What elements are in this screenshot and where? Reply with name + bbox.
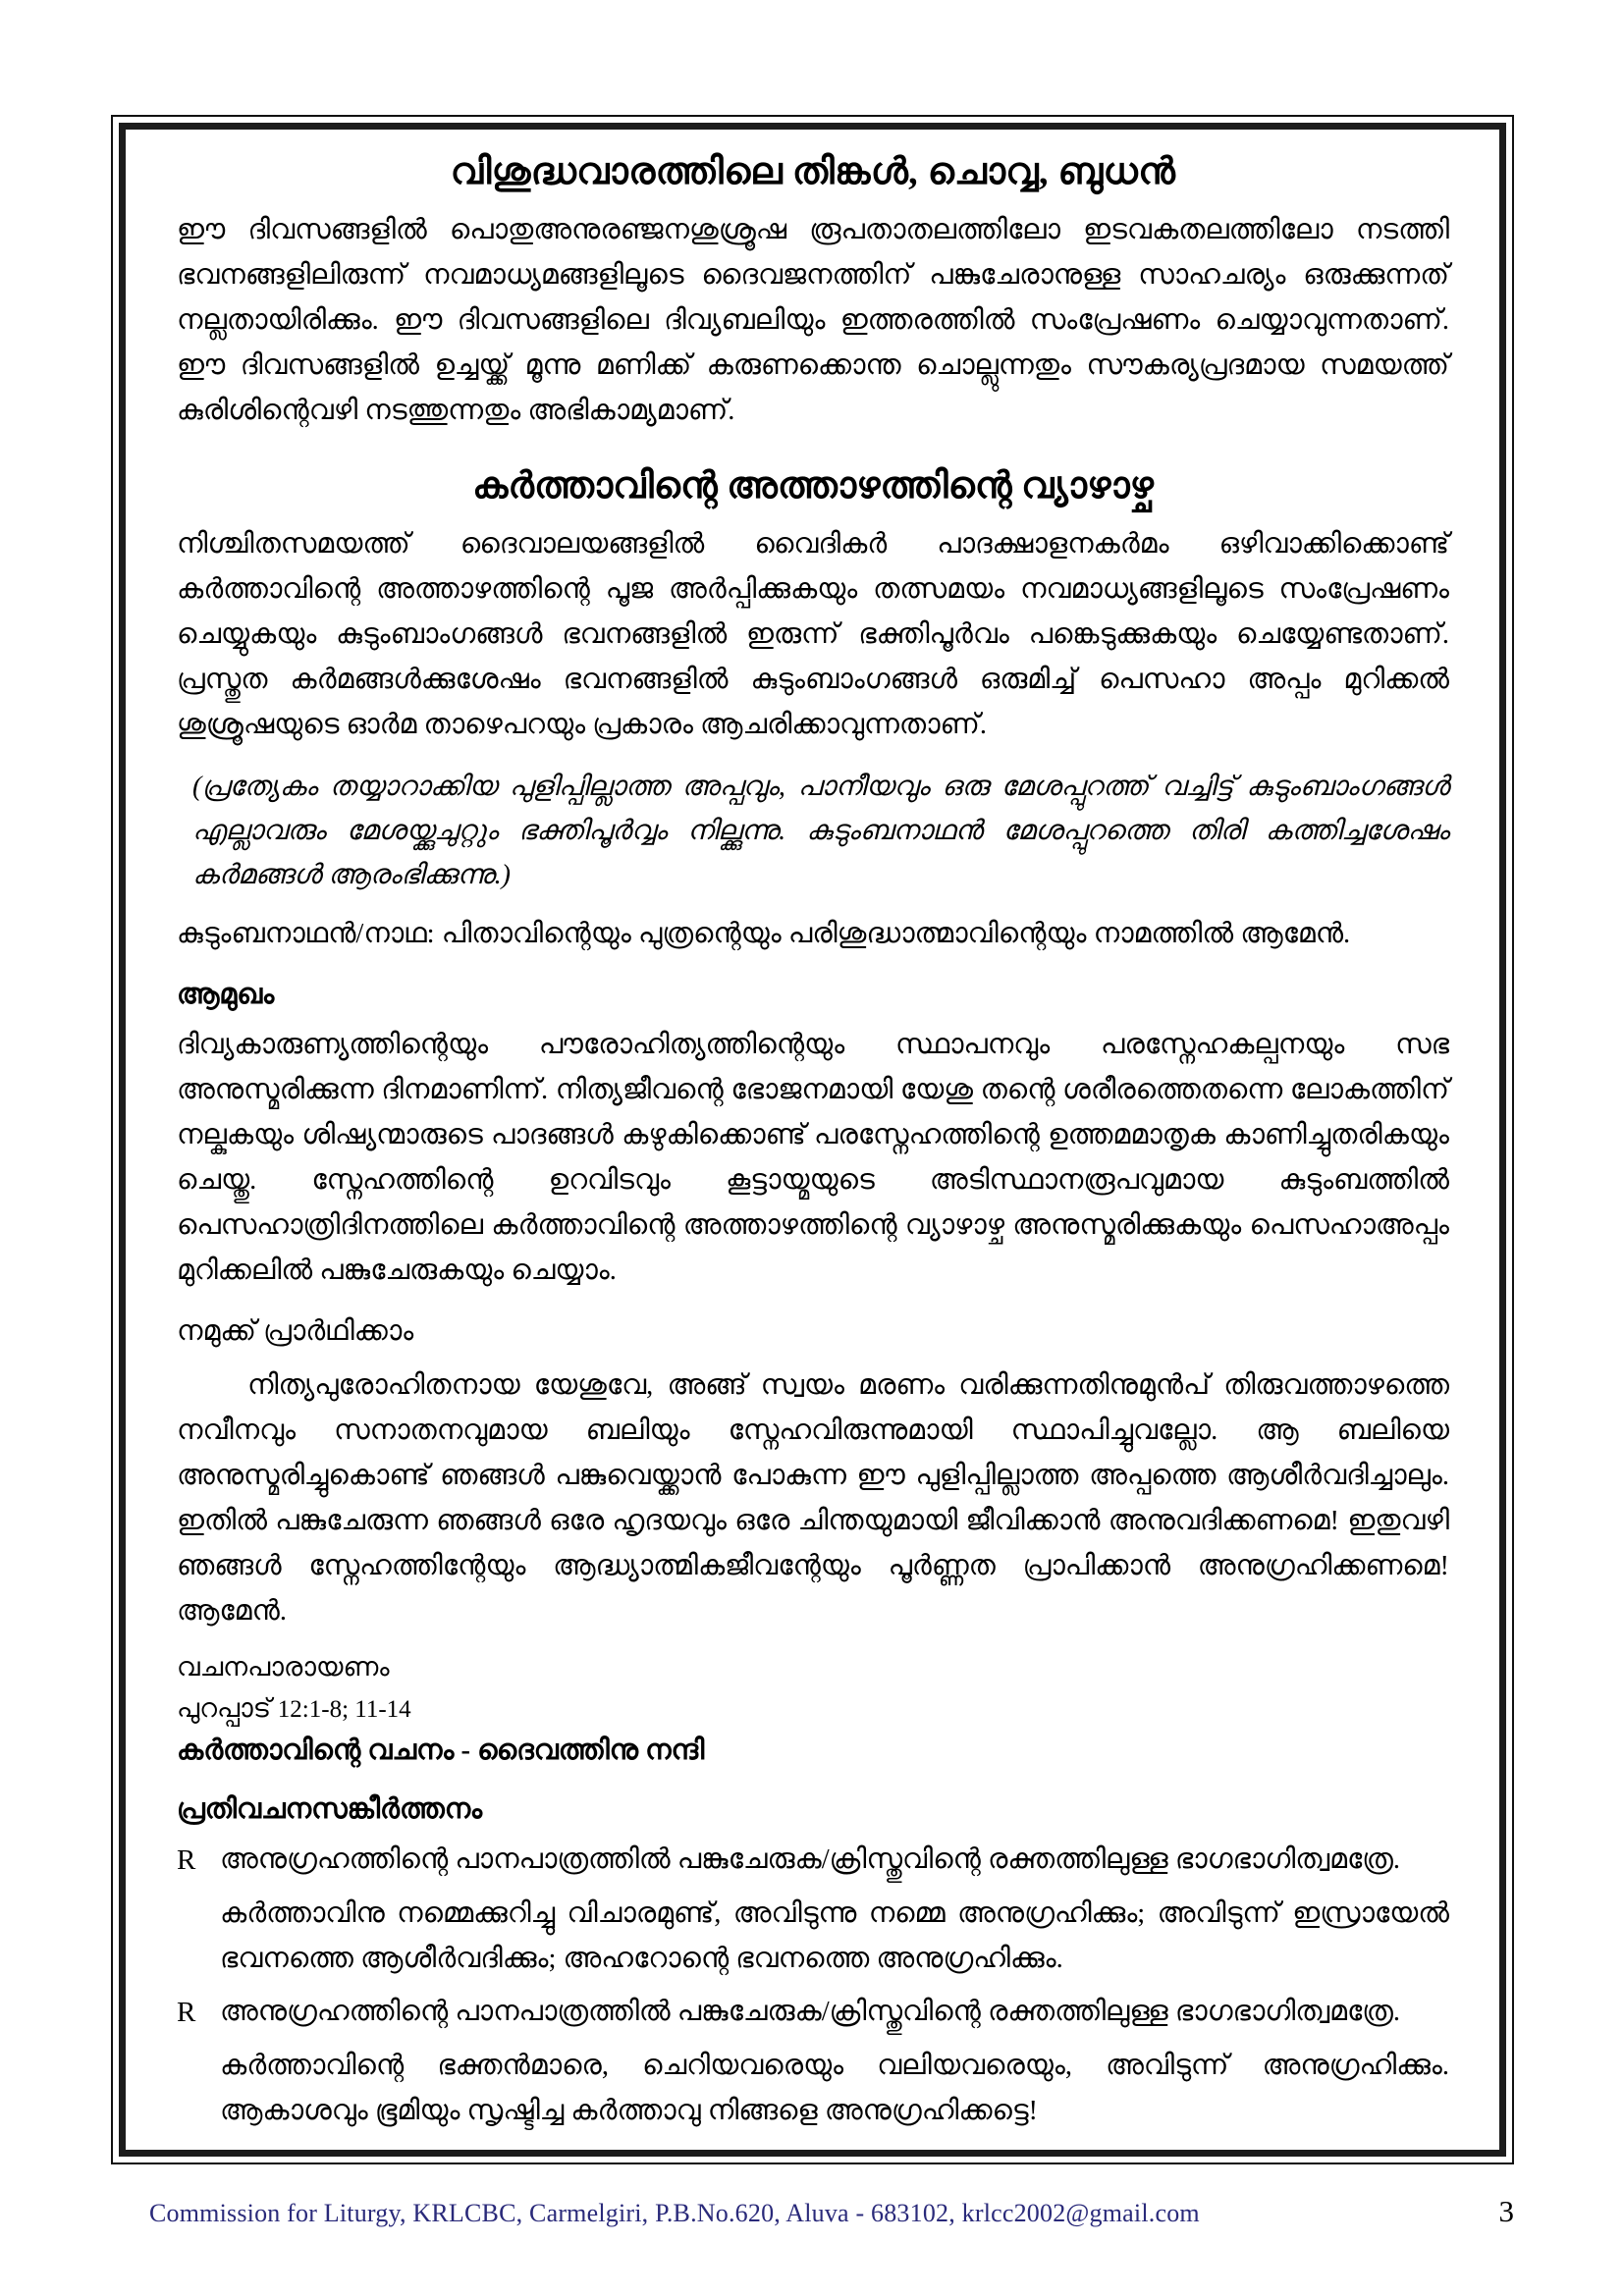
- prayer-text: നിത്യപുരോഹിതനായ യേശുവേ, അങ്ങ് സ്വയം മരണം വരിക്കുന്നതിനുമുൻപ് തിരുവത്താഴത്തെ നവീനവും സനാതനവുമായ ബലിയും സ്നേഹവിരുന്നുമായി സ്ഥാപിച്ചുവല്ലോ. ആ ബലിയെ അനുസ്മരിച്ചുകൊണ്ട് ഞങ്ങൾ പങ്കുവെയ്ക്കാൻ പോകുന്ന ഈ പുളിപ്പില്ലാത്ത അപ്പത്തെ ആശീർവദിച്ചാലും. ഇതിൽ പങ്കുചേരുന്ന ഞങ്ങൾ ഒരേ ഹൃദയവും ഒരേ ചിന്തയുമായി ജീവിക്കാൻ അനുവദിക്കണമെ! ഇതുവഴി ഞങ്ങൾ സ്നേഹത്തിന്റേയും ആദ്ധ്യാത്മികജീവന്റേയും പൂർണ്ണത പ്രാപിക്കാൻ അനുഗ്രഹിക്കണമെ! ആമേൻ.: [177, 1369, 1449, 1628]
- responsorial-response-text: അനുഗ്രഹത്തിന്റെ പാനപാത്രത്തിൽ പങ്കുചേരുക/ക്രിസ്തുവിന്റെ രക്തത്തിലുള്ള ഭാഗഭാഗിത്വമത്രേ.: [220, 1844, 1401, 1876]
- reading-acclamation: കർത്താവിന്റെ വചനം - ദൈവത്തിനു നന്ദി: [177, 1735, 705, 1766]
- footer-credit: Commission for Liturgy, KRLCBC, Carmelgiri, P.B.No.620, Aluva - 683102, krlcc2002@gmail.com: [149, 2199, 1200, 2227]
- responsorial-heading: പ്രതിവചനസങ്കീർത്തനം: [177, 1794, 483, 1826]
- responsorial-response-row: [177, 1990, 1449, 2036]
- page-content: [149, 139, 1477, 2142]
- page-number: 3: [1498, 2194, 1514, 2228]
- responsorial-response-text: അനുഗ്രഹത്തിന്റെ പാനപാത്രത്തിൽ പങ്കുചേരുക/ക്രിസ്തുവിന്റെ രക്തത്തിലുള്ള ഭാഗഭാഗിത്വമത്രേ.: [220, 1997, 1401, 2028]
- responsorial-response-row: [177, 1838, 1449, 1884]
- response-marker-icon: R: [177, 1844, 196, 1877]
- introduction-heading: ആമുഖം: [177, 979, 275, 1010]
- responsorial-verse: കർത്താവിന്റെ ഭക്തൻമാരെ, ചെറിയവരെയും വലിയവരെയും, അവിടുന്ന് അനുഗ്രഹിക്കും. ആകാശവും ഭൂമിയും സൃഷ്ടിച്ച കർത്താവു നിങ്ങളെ അനുഗ്രഹിക്കട്ടെ!: [220, 2051, 1449, 2127]
- prayer-intro-label: നമുക്ക് പ്രാർഥിക്കാം: [177, 1316, 414, 1348]
- reading-citation: [177, 1688, 1449, 1729]
- page-footer: [149, 2194, 1514, 2229]
- reading-verse-range: 12:1-8; 11-14: [277, 1696, 411, 1724]
- responsorial-verse: കർത്താവിനു നമ്മെക്കുറിച്ചു വിചാരമുണ്ട്, അവിടുന്നു നമ്മെ അനുഗ്രഹിക്കും; അവിടുന്ന് ഇസ്രായേൽ ഭവനത്തെ ആശീർവദിക്കും; അഹറോന്റെ ഭവനത്തെ അനുഗ്രഹിക്കും.: [220, 1898, 1449, 1975]
- reading-label: വചനപാരായണം: [177, 1651, 390, 1682]
- rubric-instruction: (പ്രത്യേകം തയ്യാറാക്കിയ പുളിപ്പില്ലാത്ത അപ്പവും, പാനീയവും ഒരു മേശപ്പുറത്ത് വച്ചിട്ട് കുടുംബാംഗങ്ങൾ എല്ലാവരും മേശയ്ക്കുചുറ്റും ഭക്തിപൂർവ്വം നില്ക്കുന്നു. കുടുംബനാഥൻ മേശപ്പുറത്തെ തിരി കത്തിച്ചശേഷം കർമങ്ങൾ ആരംഭിക്കുന്നു.): [192, 771, 1449, 891]
- reading-book: പുറപ്പാട്: [177, 1693, 272, 1724]
- section-one-paragraph: ഈ ദിവസങ്ങളിൽ പൊതുഅനുരഞ്ജനശുശ്രൂഷ രൂപതാതലത്തിലോ ഇടവകതലത്തിലോ നടത്തി ഭവനങ്ങളിലിരുന്ന് നവമാധ്യമങ്ങളിലൂടെ ദൈവജനത്തിന് പങ്കുചേരാനുള്ള സാഹചര്യം ഒരുക്കുന്നത് നല്ലതായിരിക്കും. ഈ ദിവസങ്ങളിലെ ദിവ്യബലിയും ഇത്തരത്തിൽ സംപ്രേഷണം ചെയ്യാവുന്നതാണ്. ഈ ദിവസങ്ങളിൽ ഉച്ചയ്ക്ക് മൂന്നു മണിക്ക് കരുണക്കൊന്ത ചൊല്ലുന്നതും സൗകര്യപ്രദമായ സമയത്ത് കുരിശിന്റെവഴി നടത്തുന്നതും അഭികാമ്യമാണ്.: [177, 214, 1449, 427]
- introduction-paragraph: ദിവ്യകാരുണ്യത്തിന്റെയും പൗരോഹിത്യത്തിന്റെയും സ്ഥാപനവും പരസ്നേഹകല്പനയും സഭ അനുസ്മരിക്കുന്ന ദിനമാണിന്ന്. നിത്യജീവന്റെ ഭോജനമായി യേശു തന്റെ ശരീരത്തെതന്നെ ലോകത്തിന് നല്കുകയും ശിഷ്യന്മാരുടെ പാദങ്ങൾ കഴുകിക്കൊണ്ട് പരസ്നേഹത്തിന്റെ ഉത്തമമാതൃക കാണിച്ചുതരികയും ചെയ്തു. സ്നേഹത്തിന്റെ ഉറവിടവും കൂട്ടായ്മയുടെ അടിസ്ഥാനരൂപവുമായ കുടുംബത്തിൽ പെസഹാത്രിദിനത്തിലെ കർത്താവിന്റെ അത്താഴത്തിന്റെ വ്യാഴാഴ്ച അനുസ്മരിക്കുകയും പെസഹാഅപ്പം മുറിക്കലിൽ പങ്കുചേരുകയും ചെയ്യാം.: [177, 1029, 1449, 1287]
- section-one-heading: വിശുദ്ധവാരത്തിലെ തിങ്കൾ, ചൊവ്വ, ബുധൻ: [450, 151, 1176, 192]
- section-two-heading: കർത്താവിന്റെ അത്താഴത്തിന്റെ വ്യാഴാഴ്ച: [472, 465, 1154, 507]
- response-marker-icon: R: [177, 1997, 196, 2029]
- invocation-line: കുടുംബനാഥൻ/നാഥ: പിതാവിന്റെയും പുത്രന്റെയും പരിശുദ്ധാത്മാവിന്റെയും നാമത്തിൽ ആമേൻ.: [177, 918, 1351, 949]
- section-two-paragraph: നിശ്ചിതസമയത്ത് ദൈവാലയങ്ങളിൽ വൈദികർ പാദക്ഷാളനകർമം ഒഴിവാക്കിക്കൊണ്ട് കർത്താവിന്റെ അത്താഴത്തിന്റെ പൂജ അർപ്പിക്കുകയും തത്സമയം നവമാധ്യങ്ങളിലൂടെ സംപ്രേഷണം ചെയ്യുകയും കുടുംബാംഗങ്ങൾ ഭവനങ്ങളിൽ ഇരുന്ന് ഭക്തിപൂർവം പങ്കെടുക്കുകയും ചെയ്യേണ്ടതാണ്. പ്രസ്തുത കർമങ്ങൾക്കുശേഷം ഭവനങ്ങളിൽ കുടുംബാംഗങ്ങൾ ഒരുമിച്ച് പെസഹാ അപ്പം മുറിക്കൽ ശുശ്രൂഷയുടെ ഓർമ താഴെപറയും പ്രകാരം ആചരിക്കാവുന്നതാണ്.: [177, 528, 1449, 741]
